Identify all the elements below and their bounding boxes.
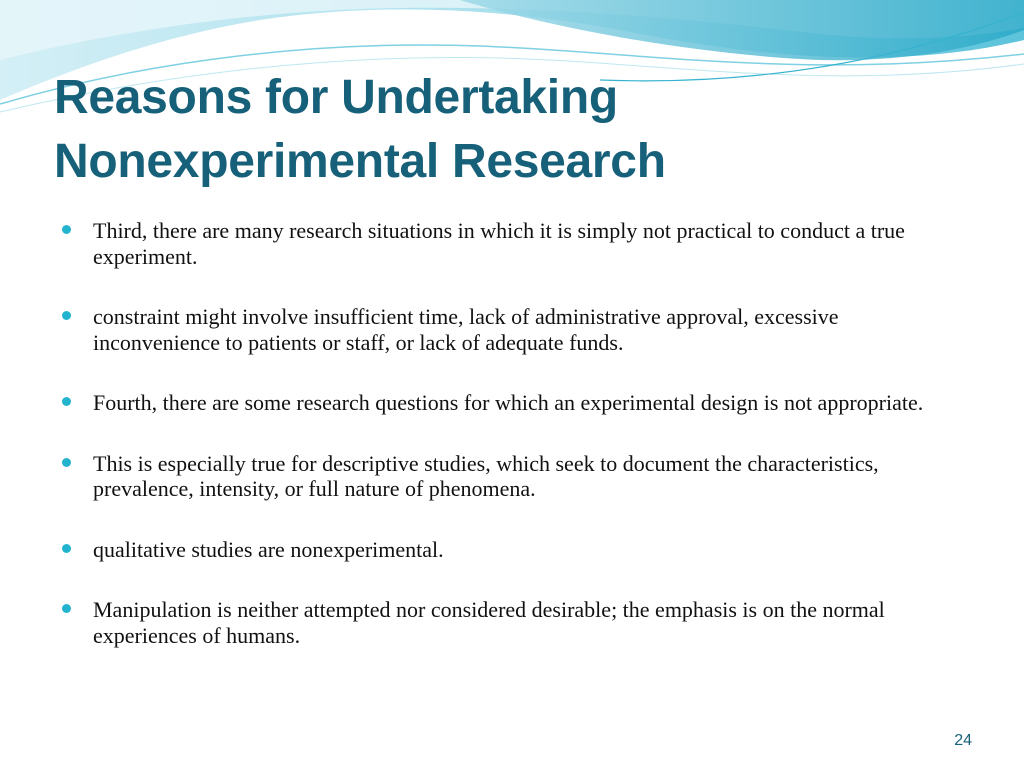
- bullet-dot-icon: [62, 397, 71, 406]
- bullet-item: [60, 597, 960, 648]
- slide-title-line-1: Reasons for Undertaking: [54, 71, 618, 124]
- bullet-dot-icon: [62, 458, 71, 467]
- bullet-item: [60, 537, 960, 563]
- slide-page-number: 24: [954, 732, 972, 749]
- bullet-dot-icon: [62, 604, 71, 613]
- bullet-item: [60, 218, 960, 269]
- bullet-dot-icon: [62, 311, 71, 320]
- bullet-item: [60, 451, 960, 502]
- slide-title-line-2: Nonexperimental Research: [54, 135, 666, 188]
- bullet-dot-icon: [62, 225, 71, 234]
- bullet-text: Third, there are many research situations in which it is simply not practical to conduct a true experiment.: [93, 218, 905, 269]
- bullet-dot-icon: [62, 544, 71, 553]
- bullet-item: [60, 304, 960, 355]
- bullet-text: This is especially true for descriptive studies, which seek to document the characteristics, prevalence, intensity, or full nature of phenomena.: [93, 450, 879, 501]
- bullet-text: Manipulation is neither attempted nor considered desirable; the emphasis is on the normal experiences of humans.: [93, 597, 885, 648]
- slide-title: [54, 66, 994, 194]
- bullet-text: Fourth, there are some research questions for which an experimental design is not appropriate.: [93, 390, 924, 415]
- bullet-text: qualitative studies are nonexperimental.: [93, 536, 444, 562]
- bullet-list: [60, 218, 960, 683]
- bullet-item: [60, 390, 960, 416]
- bullet-text: constraint might involve insufficient time, lack of administrative approval, excessive inconvenience to patients or staff, or lack of adequate funds.: [93, 304, 839, 355]
